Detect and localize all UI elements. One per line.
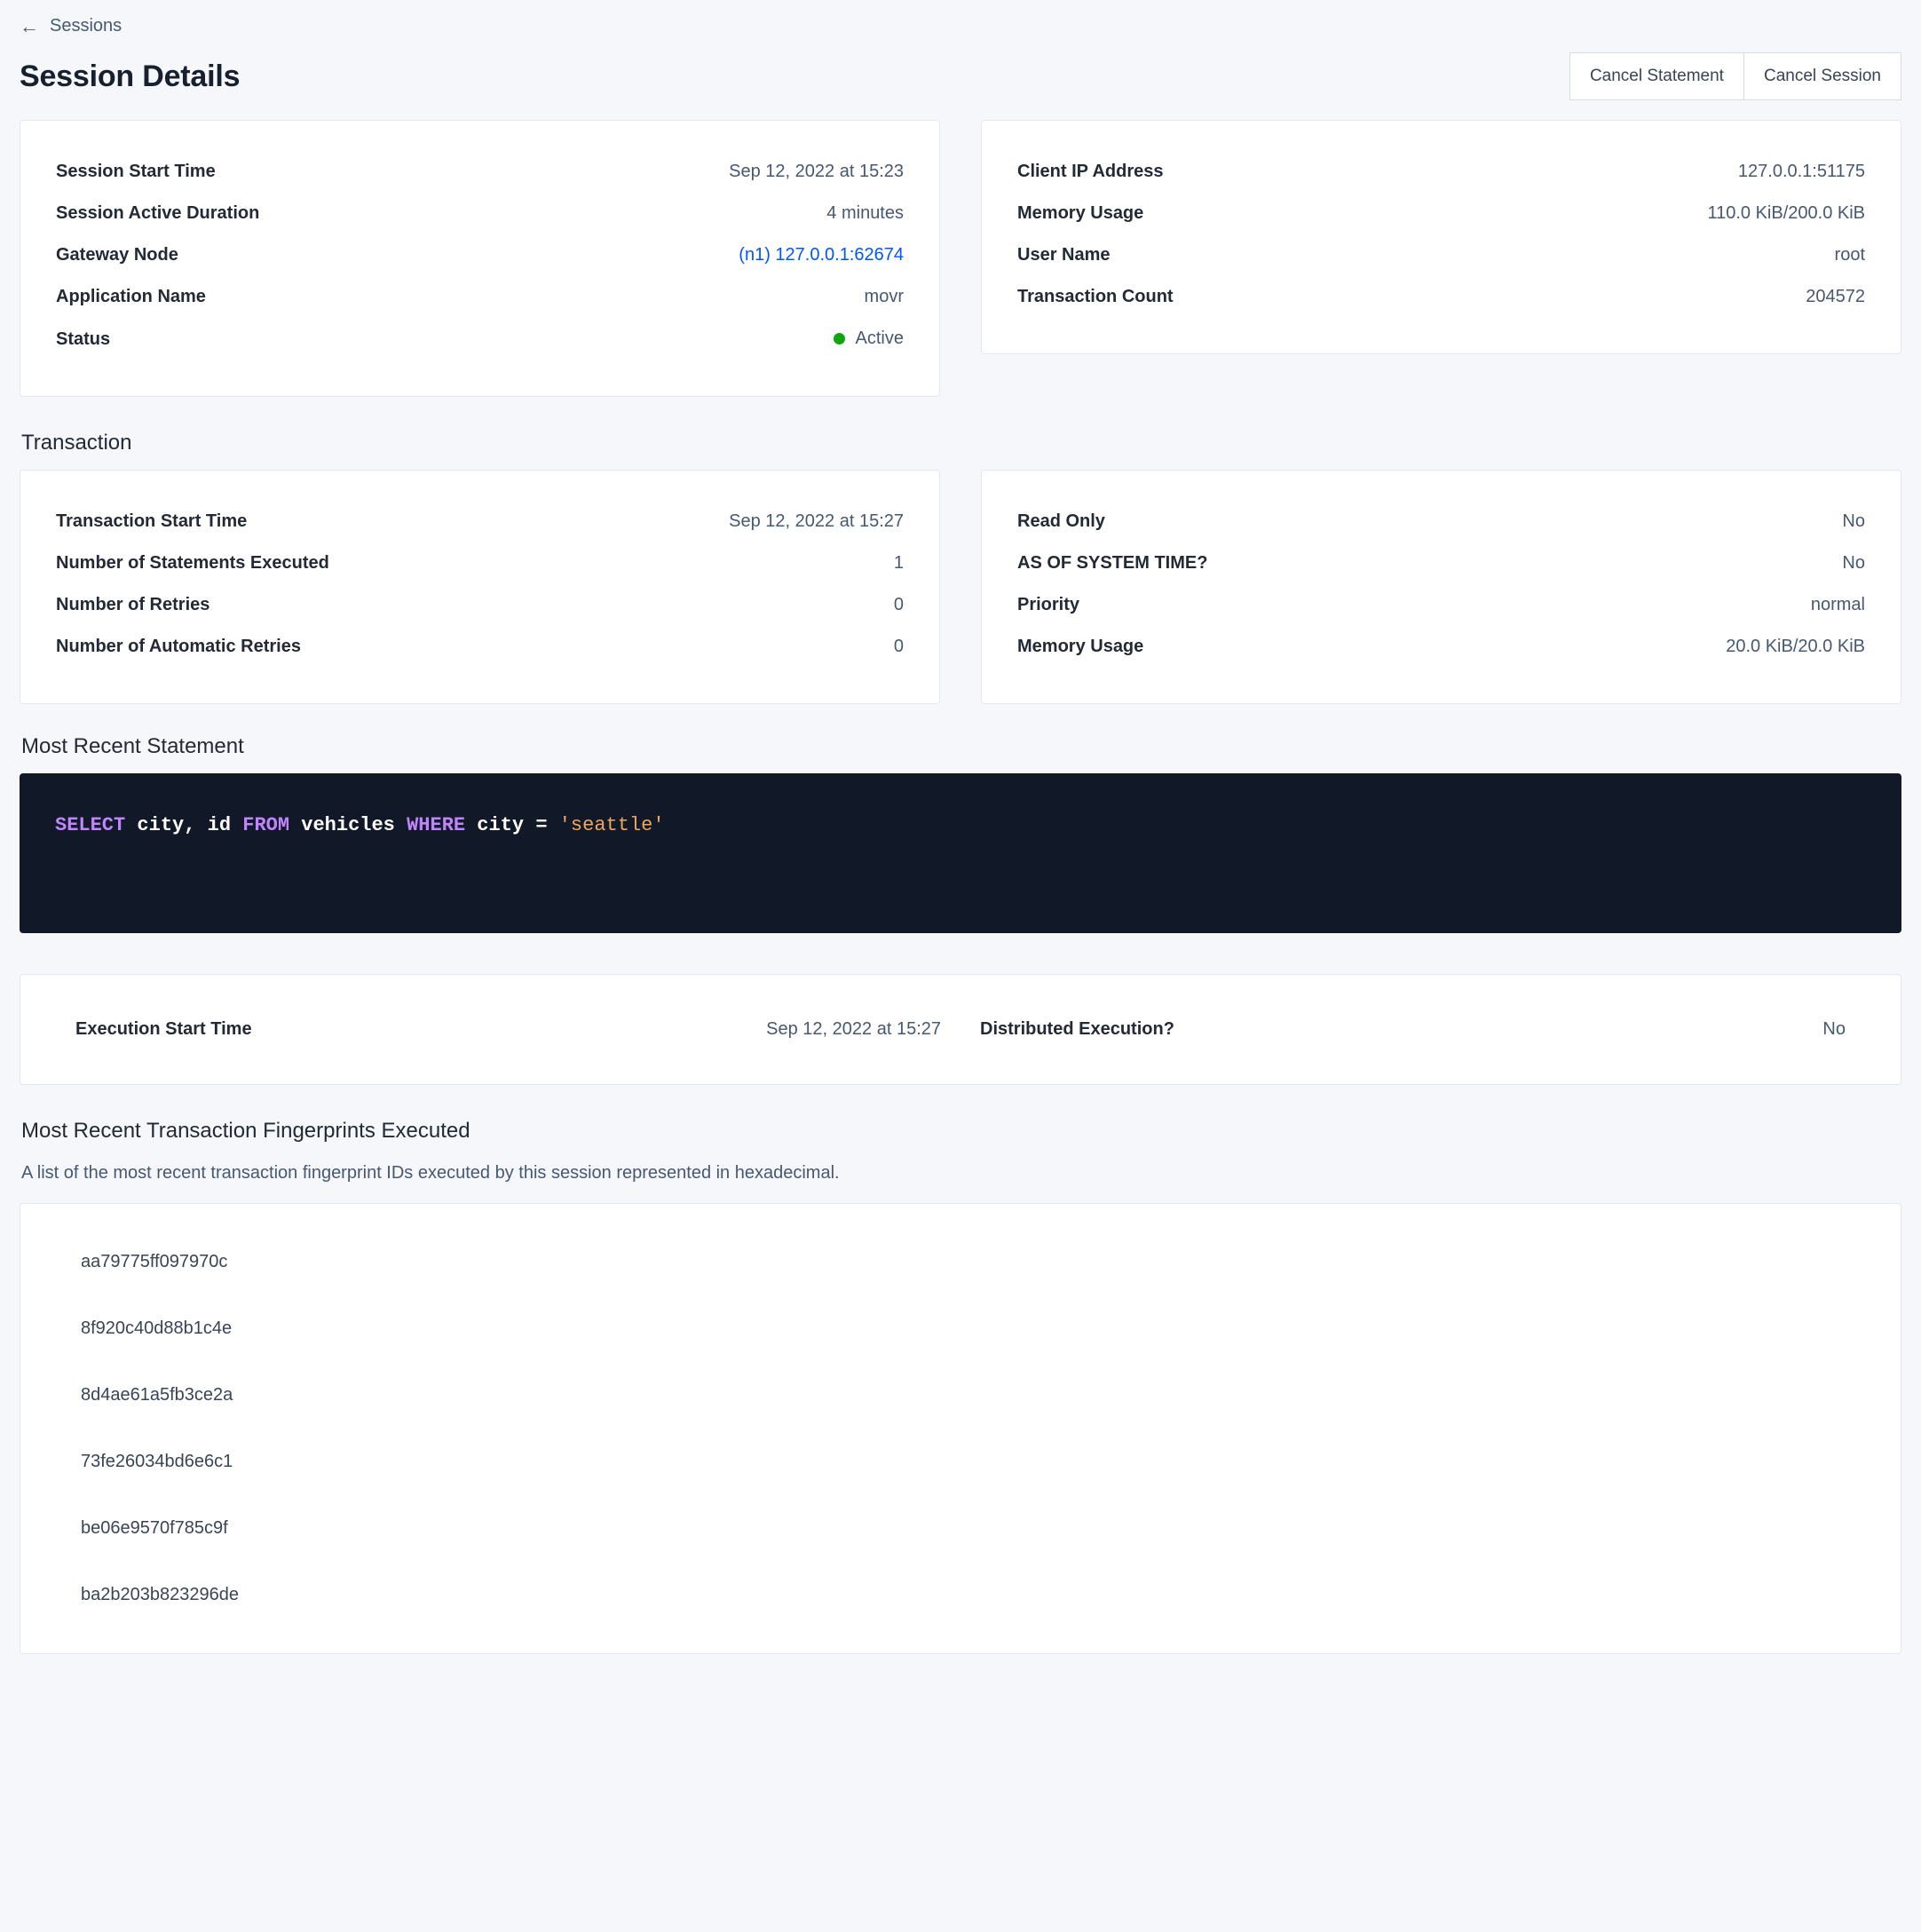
user-name-value: root [1834,245,1865,265]
header-actions [1569,52,1901,100]
status-badge: Active [855,329,904,348]
statements-executed-label: Number of Statements Executed [56,553,329,573]
sql-predicate-column: city = [465,814,559,836]
priority-row [1017,584,1865,626]
fingerprints-section-title: Most Recent Transaction Fingerprints Executed [21,1119,470,1143]
sql-predicate-value: 'seattle' [558,814,665,836]
priority-label: Priority [1017,595,1080,614]
application-name-row [56,276,904,318]
sql-keyword-where: WHERE [407,814,466,836]
sql-table: vehicles [289,814,407,836]
as-of-system-time-label: AS OF SYSTEM TIME? [1017,553,1208,573]
session-memory-usage-row [1017,193,1865,234]
transaction-count-row [1017,276,1865,318]
page-header [20,40,1901,120]
gateway-node-link[interactable]: (n1) 127.0.0.1:62674 [739,245,904,265]
status-dot-icon [834,333,845,344]
execution-start-time-label: Execution Start Time [75,1019,252,1039]
list-item: ba2b203b823296de [81,1585,239,1604]
priority-value: normal [1810,595,1865,614]
retries-row [56,584,904,626]
user-name-label: User Name [1017,245,1111,265]
session-start-time-row [56,151,904,193]
retries-value: 0 [893,595,904,614]
session-active-duration-value: 4 minutes [826,203,904,223]
read-only-label: Read Only [1017,511,1105,531]
session-memory-usage-label: Memory Usage [1017,203,1144,223]
transaction-summary-row [20,470,1901,704]
transaction-count-label: Transaction Count [1017,287,1174,306]
read-only-value: No [1842,511,1865,531]
sql-statement-block [20,773,1901,933]
session-active-duration-row [56,193,904,234]
application-name-value: movr [864,287,904,306]
client-ip-label: Client IP Address [1017,162,1164,181]
fingerprints-list [20,1203,1901,1654]
gateway-node-label: Gateway Node [56,245,178,265]
status-label: Status [56,329,111,349]
transaction-start-time-value: Sep 12, 2022 at 15:27 [729,511,904,531]
distributed-execution-value: No [1822,1019,1846,1039]
user-name-row [1017,234,1865,276]
statements-executed-row [56,542,904,584]
cancel-session-button[interactable]: Cancel Session [1743,52,1901,100]
list-item: aa79775ff097970c [81,1252,228,1271]
session-memory-usage-value: 110.0 KiB/200.0 KiB [1707,203,1865,223]
automatic-retries-value: 0 [893,637,904,656]
list-item: 8d4ae61a5fb3ce2a [81,1385,233,1405]
execution-start-time-row [56,1005,960,1054]
session-card-left [20,120,940,397]
automatic-retries-row [56,626,904,668]
execution-start-time-value: Sep 12, 2022 at 15:27 [766,1019,941,1039]
status-row [56,318,904,360]
fingerprints-description: A list of the most recent transaction fingerprint IDs executed by this session represented in hexadecimal. [21,1163,840,1183]
session-active-duration-label: Session Active Duration [56,203,260,223]
sql-columns: city, id [125,814,243,836]
list-item: 73fe26034bd6e6c1 [81,1452,233,1471]
session-start-time-label: Session Start Time [56,162,216,181]
distributed-execution-label: Distributed Execution? [980,1019,1174,1039]
list-item: be06e9570f785c9f [81,1518,228,1538]
read-only-row [1017,501,1865,542]
sql-keyword-from: FROM [242,814,290,836]
transaction-memory-usage-row [1017,626,1865,668]
transaction-card-left [20,470,940,704]
list-item: 8f920c40d88b1c4e [81,1318,233,1338]
application-name-label: Application Name [56,287,206,306]
session-summary-row [20,120,1901,397]
arrow-left-icon[interactable]: ← [20,14,39,37]
transaction-start-time-row [56,501,904,542]
transaction-card-right [981,470,1901,704]
transaction-memory-usage-value: 20.0 KiB/20.0 KiB [1726,637,1865,656]
breadcrumb-sessions-link[interactable]: Sessions [50,16,123,36]
execution-card [20,974,1901,1085]
transaction-section-title: Transaction [21,431,132,455]
transaction-memory-usage-label: Memory Usage [1017,637,1144,656]
automatic-retries-label: Number of Automatic Retries [56,637,301,656]
statements-executed-value: 1 [893,553,904,573]
gateway-node-row [56,234,904,276]
session-card-right [981,120,1901,354]
page-title: Session Details [20,59,241,93]
sql-keyword-select: SELECT [55,814,126,836]
status-value-wrap [834,329,904,350]
as-of-system-time-value: No [1842,553,1865,573]
distributed-execution-row [960,1005,1865,1054]
client-ip-row [1017,151,1865,193]
transaction-start-time-label: Transaction Start Time [56,511,248,531]
as-of-system-time-row [1017,542,1865,584]
statement-section-title: Most Recent Statement [21,734,244,758]
transaction-count-value: 204572 [1806,287,1865,306]
retries-label: Number of Retries [56,595,210,614]
breadcrumb[interactable] [20,0,1901,40]
cancel-statement-button[interactable]: Cancel Statement [1569,52,1743,100]
session-start-time-value: Sep 12, 2022 at 15:23 [729,162,904,181]
client-ip-value: 127.0.0.1:51175 [1737,162,1865,181]
